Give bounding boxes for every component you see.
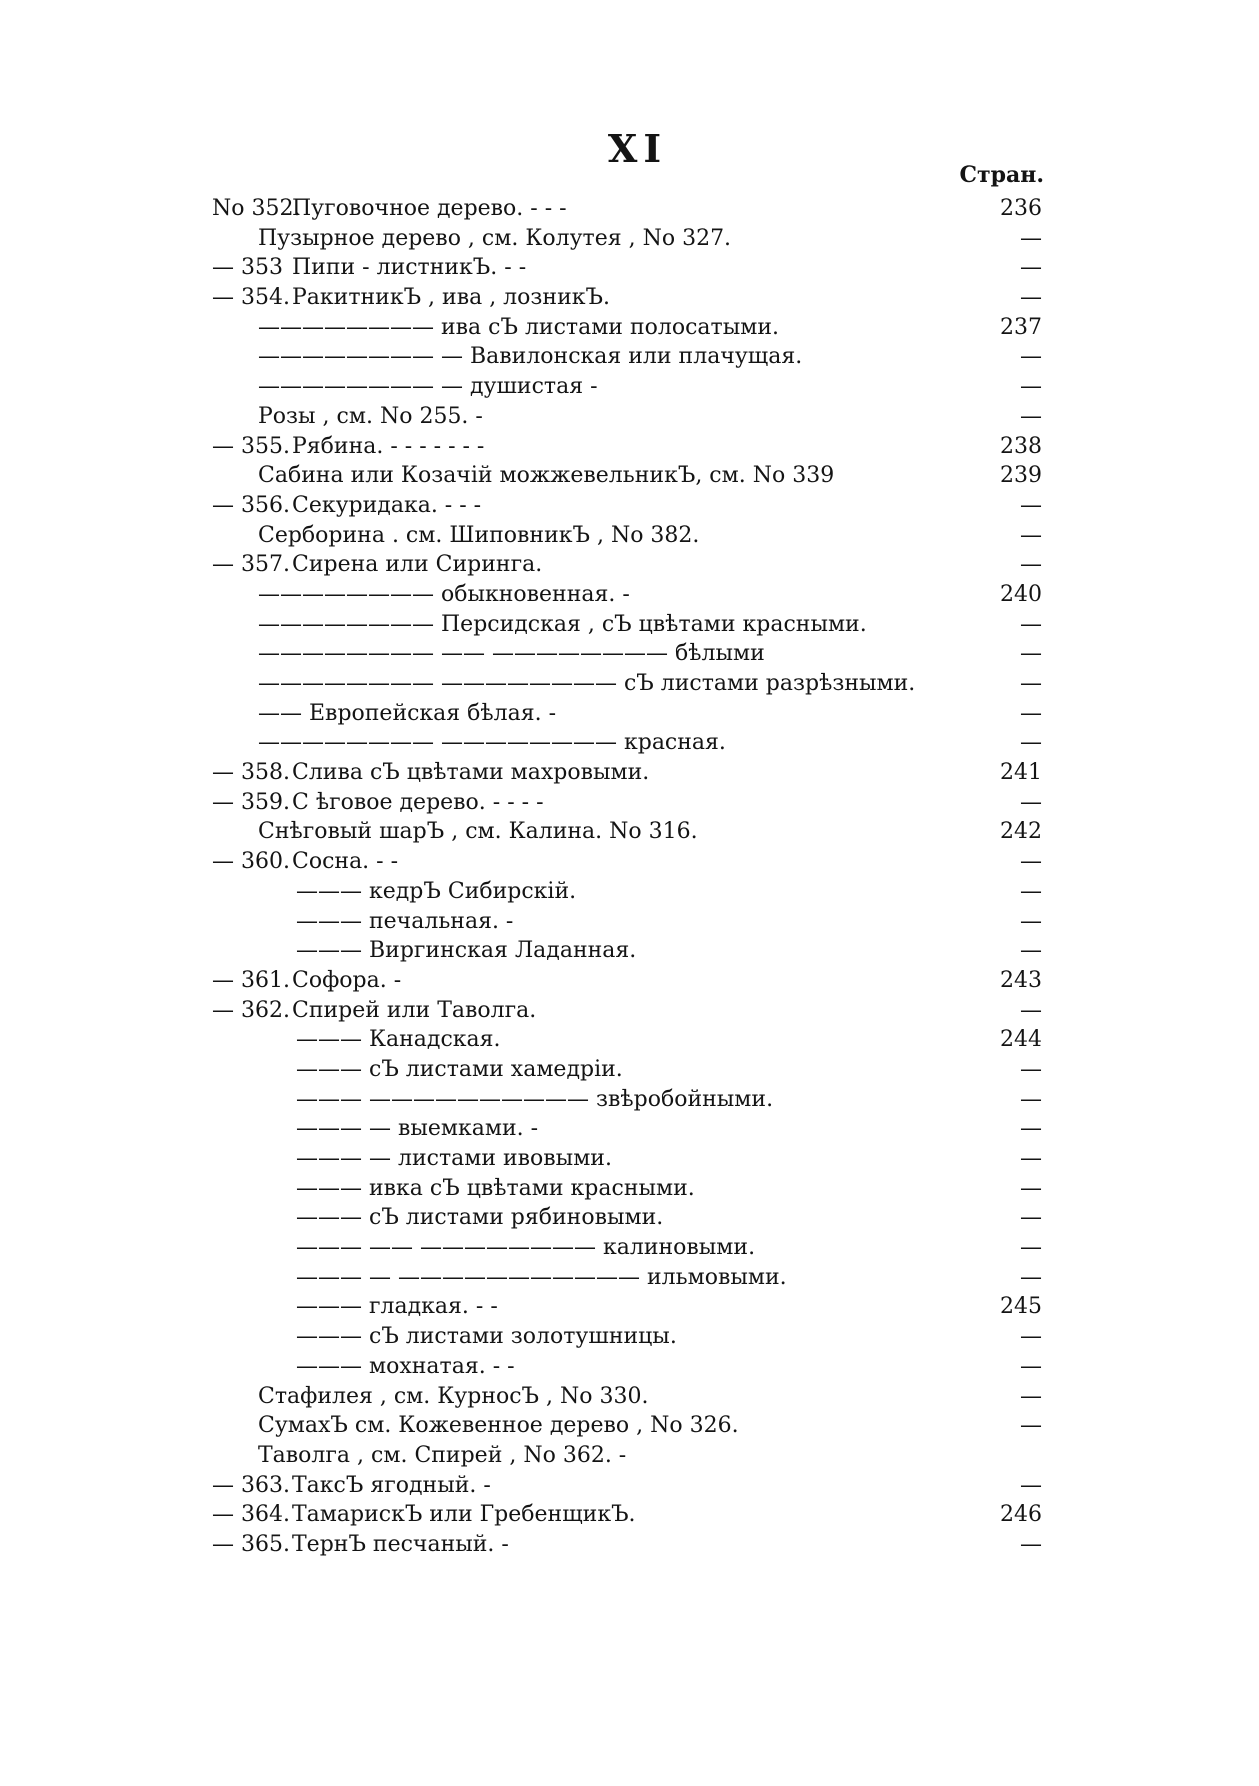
entry-page: 241 [1000,760,1042,786]
entry-page: — [1020,1116,1042,1142]
toc-entry [0,402,1259,432]
entry-page: — [1020,1324,1042,1350]
entry-title: Пуговочное дерево. - - - [292,196,567,221]
entry-title: ——— мохнатая. - - [296,1353,515,1379]
entry-page: — [1020,1235,1042,1261]
entry-page: 244 [1000,1027,1042,1053]
toc-entry [0,1292,1259,1322]
entry-page: 240 [1000,581,1042,607]
toc-entry [0,907,1259,937]
entry-title: ——— гладкая. - - [296,1294,498,1320]
entry-page: 236 [1000,196,1042,221]
toc-entry [0,817,1259,847]
toc-entry [0,432,1259,462]
toc-entry [0,1085,1259,1115]
entry-title: ТамарискЪ или ГребенщикЪ. [292,1502,636,1528]
entry-page: — [1020,671,1042,696]
entry-page: — [1020,522,1042,548]
entry-number: — 364. [212,1502,290,1528]
toc-entry [0,1322,1259,1352]
entry-page: — [1020,1146,1042,1171]
entry-title: Розы , см. No 255. - [258,403,483,429]
toc-entry [0,1203,1259,1233]
toc-entry [0,491,1259,521]
entry-title: РакитникЪ , ива , лозникЪ. [292,285,610,311]
toc-entry [0,1233,1259,1263]
entry-page: — [1020,908,1042,934]
entry-title: ——— ивка сЪ цвѣтами красными. [296,1175,695,1201]
entry-title: С ѣговое дерево. - - - - [292,789,544,815]
entry-number: — 363. [212,1472,290,1498]
toc-entry [0,313,1259,343]
toc-entry [0,194,1259,224]
entry-title: ——— сЪ листами хамедріи. [296,1056,623,1082]
toc-entry [0,1263,1259,1293]
entry-page: 246 [1000,1502,1042,1528]
entry-title: Серборина . см. ШиповникЪ , No 382. [258,522,700,548]
entry-number: — 365. [212,1531,290,1557]
entry-title: Слива сЪ цвѣтами махровыми. [292,760,650,786]
entry-page: — [1020,1205,1042,1231]
toc-entry [0,1441,1259,1471]
entry-page: — [1020,225,1042,251]
entry-title: Рябина. - - - - - - - [292,433,485,459]
entry-title: ———————— ———————— красная. [258,730,726,756]
entry-page: — [1020,730,1042,756]
entry-title: ——— — выемками. - [296,1116,539,1142]
toc-entry [0,758,1259,788]
entry-page: — [1020,1383,1042,1409]
entry-page: — [1020,403,1042,429]
entry-title: Софора. - [292,967,402,993]
entry-number: — 362. [212,997,290,1023]
toc-entry [0,283,1259,313]
entry-page: — [1020,849,1042,875]
entry-page: 239 [1000,463,1042,489]
entry-page: — [1020,285,1042,311]
entry-number: — 358. [212,760,290,786]
toc-entry [0,610,1259,640]
table-of-contents [0,194,1259,1560]
entry-title: ——— Канадская. [296,1027,501,1053]
toc-entry [0,1500,1259,1530]
entry-page: — [1020,1353,1042,1379]
page-number: XI [607,126,668,171]
toc-entry [0,253,1259,283]
entry-title: ——— сЪ листами рябиновыми. [296,1205,664,1231]
toc-entry [0,936,1259,966]
entry-page: — [1020,492,1042,518]
entry-page: 243 [1000,967,1042,993]
entry-page: — [1020,1056,1042,1082]
entry-page: — [1020,997,1042,1023]
entry-title: Сабина или Козачій можжевельникЪ, см. No 339 [258,463,835,489]
toc-entry [0,1352,1259,1382]
entry-page: — [1020,1413,1042,1439]
entry-title: ———————— Персидская , сЪ цвѣтами красными. [258,611,867,637]
entry-title: Секуридака. - - - [292,492,482,518]
entry-page: — [1020,1264,1042,1290]
entry-title: Спирей или Таволга. [292,997,537,1023]
entry-page: — [1020,374,1042,400]
entry-title: Сирена или Сиринга. [292,552,543,578]
toc-entry [0,550,1259,580]
toc-entry [0,877,1259,907]
entry-title: ——— печальная. - [296,908,514,934]
toc-entry [0,1382,1259,1412]
toc-entry [0,372,1259,402]
entry-title: Пузырное дерево , см. Колутея , No 327. [258,225,732,251]
entry-number: — 355. [212,433,290,459]
toc-entry [0,1144,1259,1174]
entry-page: — [1020,789,1042,815]
entry-page: 242 [1000,819,1042,845]
entry-title: Пипи - листникЪ. - - [292,255,527,281]
entry-page: — [1020,611,1042,637]
entry-title: —— Европейская бѣлая. - [258,700,557,726]
toc-entry [0,224,1259,254]
entry-title: ——— кедрЪ Сибирскій. [296,878,577,904]
entry-page: 245 [1000,1294,1042,1320]
entry-page: — [1020,1531,1042,1557]
entry-title: ТернЪ песчаный. - [292,1531,509,1557]
entry-title: ——— — листами ивовыми. [296,1146,612,1171]
entry-page: — [1020,255,1042,281]
toc-entry [0,639,1259,669]
toc-entry [0,342,1259,372]
entry-title: ——— сЪ листами золотушницы. [296,1324,677,1350]
toc-entry [0,966,1259,996]
entry-page: — [1020,938,1042,964]
entry-page: — [1020,1086,1042,1112]
toc-entry [0,669,1259,699]
entry-number: — 353 [212,255,283,281]
toc-entry [0,699,1259,729]
toc-entry [0,1114,1259,1144]
entry-page: — [1020,878,1042,904]
entry-number: — 359. [212,789,290,815]
entry-title: Стафилея , см. КурносЪ , No 330. [258,1383,649,1409]
entry-page: — [1020,1175,1042,1201]
toc-entry [0,1530,1259,1560]
toc-entry [0,728,1259,758]
entry-number: — 360. [212,849,290,875]
entry-page: — [1020,552,1042,578]
toc-entry [0,788,1259,818]
entry-number: — 357. [212,552,290,578]
entry-title: ———————— ива сЪ листами полосатыми. [258,314,779,340]
toc-entry [0,1411,1259,1441]
entry-number: No 352. [212,196,301,221]
toc-entry [0,461,1259,491]
entry-page: 238 [1000,433,1042,459]
page-column-header: Стран. [959,162,1044,188]
entry-title: Таволга , см. Спирей , No 362. - [258,1442,627,1468]
toc-entry [0,580,1259,610]
entry-number: — 356. [212,492,290,518]
entry-title: ——— — ——————————— ильмовыми. [296,1264,787,1290]
toc-entry [0,1025,1259,1055]
entry-title: ———————— —— ———————— бѣлыми [258,641,765,667]
entry-title: ——— —————————— звѣробойными. [296,1086,774,1112]
toc-entry [0,1471,1259,1501]
entry-title: СумахЪ см. Кожевенное дерево , No 326. [258,1413,739,1439]
toc-entry [0,1055,1259,1085]
entry-title: ——— Виргинская Ладанная. [296,938,637,964]
entry-title: Снѣговый шарЪ , см. Калина. No 316. [258,819,698,845]
entry-page: 237 [1000,314,1042,340]
entry-title: ——— —— ———————— калиновыми. [296,1235,756,1261]
entry-title: ТаксЪ ягодный. - [292,1472,491,1498]
entry-page: — [1020,1472,1042,1498]
entry-number: — 354. [212,285,290,311]
toc-entry [0,521,1259,551]
toc-entry [0,996,1259,1026]
entry-title: ———————— — Вавилонская или плачущая. [258,344,803,370]
entry-title: Сосна. - - [292,849,399,875]
entry-number: — 361. [212,967,290,993]
entry-page: — [1020,700,1042,726]
toc-entry [0,847,1259,877]
entry-title: ———————— ———————— сЪ листами разрѣзными. [258,671,916,696]
entry-title: ———————— обыкновенная. - [258,581,630,607]
entry-page: — [1020,344,1042,370]
entry-page: — [1020,641,1042,667]
toc-entry [0,1174,1259,1204]
entry-title: ———————— — душистая - [258,374,598,400]
